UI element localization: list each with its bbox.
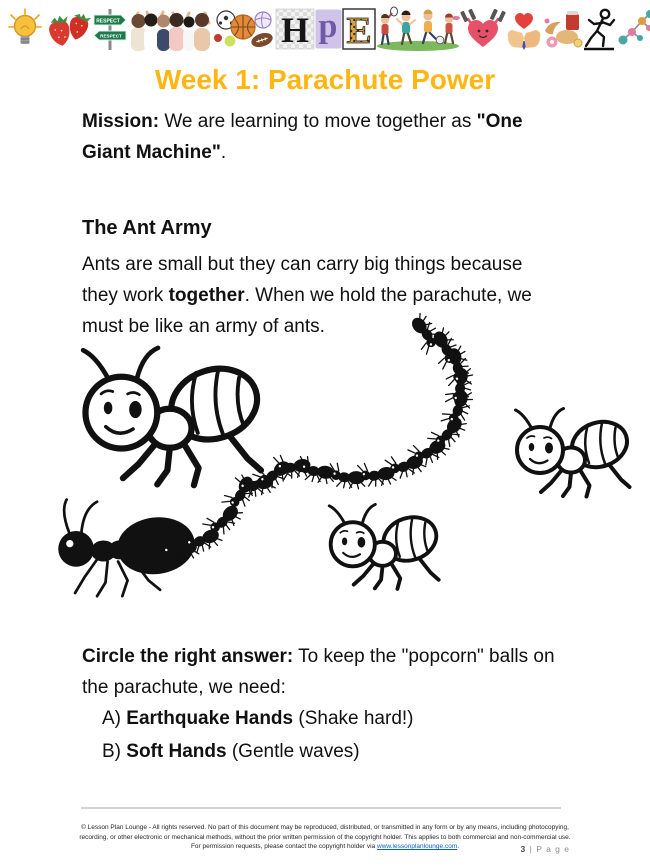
letter-e-glyph: E — [346, 10, 372, 52]
ant-para-bold: together — [168, 285, 245, 306]
page-number — [521, 844, 571, 854]
ant-army-paragraph — [82, 249, 560, 342]
hands-heart-icon — [506, 7, 542, 51]
mission-text: We are learning to move together as — [159, 111, 477, 132]
question-text: To keep the "popcorn" balls on the parachute, we need: — [82, 646, 555, 698]
ant-army-illustration — [45, 340, 605, 618]
letter-p-glyph: p — [318, 8, 338, 45]
letter-p-icon — [315, 9, 342, 49]
letter-h-glyph: H — [280, 10, 310, 50]
answer-option-b[interactable] — [102, 735, 580, 768]
sports-balls-icon — [213, 7, 275, 51]
footer-divider — [81, 807, 561, 809]
page-number-separator: | — [529, 844, 533, 854]
food-icon — [542, 7, 584, 51]
ant-para-text-2: . When we hold the parachute, we must be like an army of ants. — [82, 285, 532, 337]
runner-icon — [584, 7, 616, 51]
respect-signpost-icon — [91, 7, 129, 51]
page-title: Week 1: Parachute Power — [154, 64, 496, 95]
answer-option-a[interactable] — [102, 702, 580, 735]
mission-period: . — [220, 142, 227, 163]
option-a-prefix: A) — [102, 708, 127, 729]
option-b-bold: Soft Hands — [126, 741, 227, 762]
option-a-rest: (Shake hard!) — [293, 708, 414, 729]
molecule-icon — [616, 7, 650, 51]
mission-paragraph — [82, 106, 560, 168]
question-label: Circle the right answer: — [82, 646, 294, 667]
respect-sign-bottom-label: RESPECT — [100, 33, 122, 39]
option-a-bold: Earthquake Hands — [126, 708, 294, 729]
copyright-body: © Lesson Plan Lounge - All rights reserved. No part of this document may be reproduced, distributed, or transmitted in any form or by any means, including photocopying, recording, or other electronic or mechanical methods, without the prior written permission of the copyright holder. This applies to both commercial and non-commercial use. For permission requests, please contact the copyright holder via — [79, 824, 571, 850]
footer-link[interactable]: www.lessonplanlounge.com — [377, 843, 458, 850]
mission-phrase: "One Giant Machine" — [82, 111, 523, 163]
letter-h-icon — [275, 8, 315, 50]
option-b-prefix: B) — [102, 741, 127, 762]
strawberries-icon — [45, 7, 91, 51]
heart-dumbbell-icon — [460, 7, 506, 51]
respect-sign-top-label: RESPECT — [96, 18, 120, 25]
question-paragraph — [82, 641, 560, 703]
kids-playing-icon — [376, 7, 460, 51]
ant-para-text-1: Ants are small but they can carry big things because they work — [82, 254, 523, 306]
option-b-rest: (Gentle waves) — [226, 741, 360, 762]
copyright-text — [75, 823, 575, 852]
mission-label: Mission: — [82, 111, 160, 132]
page-number-word: P a g e — [536, 844, 570, 854]
section-heading-ant-army: The Ant Army — [82, 217, 212, 239]
lightbulb-icon — [5, 7, 45, 51]
page-number-value: 3 — [520, 844, 527, 854]
footer-link-period: . — [457, 843, 460, 850]
letter-e-icon — [342, 8, 376, 50]
crowd-icon — [129, 7, 213, 51]
clipart-banner — [0, 5, 650, 53]
answer-options — [102, 702, 580, 768]
